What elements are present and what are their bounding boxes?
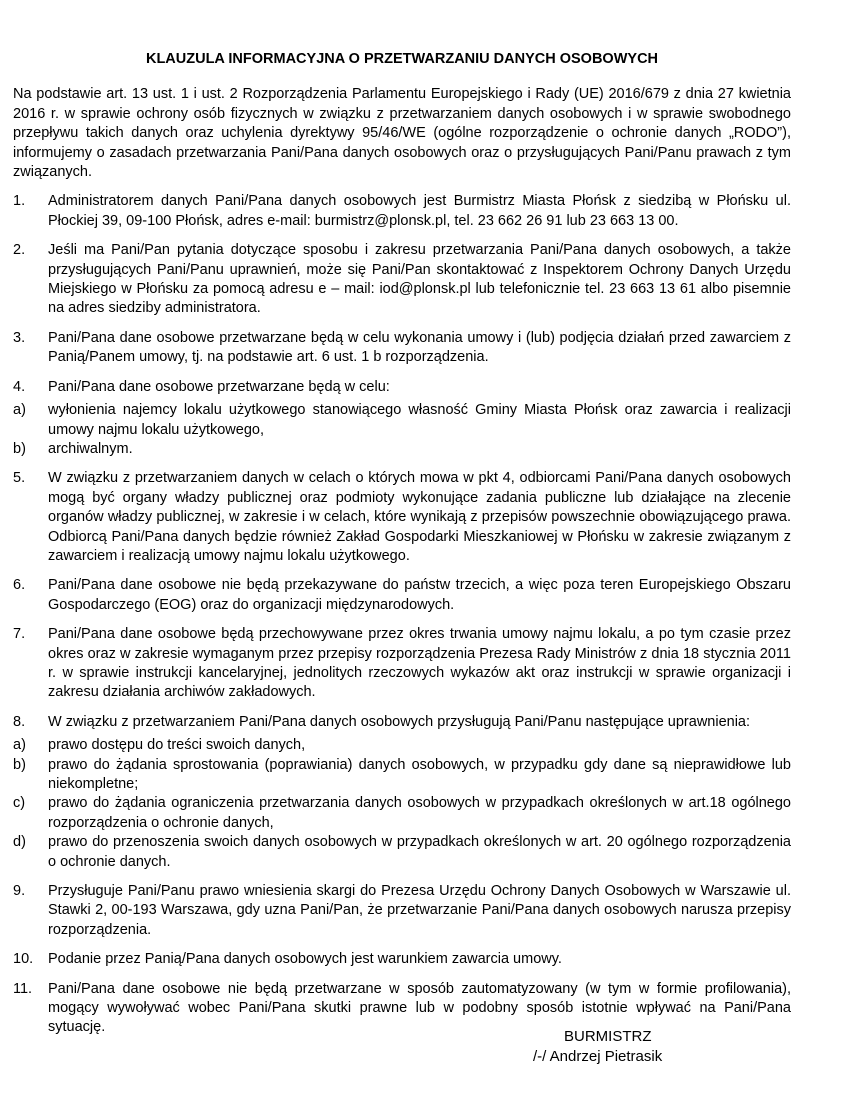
list-item-1 bbox=[13, 192, 791, 231]
list-item-9 bbox=[13, 882, 791, 940]
sub-marker: c) bbox=[13, 795, 26, 812]
list-marker: 6. bbox=[13, 577, 26, 594]
list-marker: 3. bbox=[13, 329, 26, 346]
list-item-text: Podanie przez Panią/Pana danych osobowych jest warunkiem zawarcia umowy. bbox=[48, 951, 562, 968]
sub-item-4b bbox=[13, 440, 791, 459]
list-item-text: Jeśli ma Pani/Pan pytania dotyczące sposobu i zakresu przetwarzania Pani/Pana danych osobowych, a także przysługujących Pani/Panu uprawnień, może się Pani/Pan skontaktować z Inspektorem Ochrony Danych Urzędu Miejskiego w Płońsku za pomocą adresu e – mail: iod@plonsk.pl lub telefonicznie tel. 23 663 13 61 albo pisemnie na adres siedziby administratora. bbox=[48, 242, 791, 317]
sub-item-8b bbox=[13, 756, 791, 795]
sub-marker: a) bbox=[13, 402, 26, 419]
list-item-2 bbox=[13, 241, 791, 319]
list-item-text: Pani/Pana dane osobowe nie będą przetwarzane w sposób zautomatyzowany (w tym w formie profilowania), mogący wywoływać wobec Pani/Pana skutki prawne lub w podobny sposób istotnie wpływać na Pani/Pana sytuację. bbox=[48, 980, 791, 1036]
sub-marker: b) bbox=[13, 756, 26, 773]
list-marker: 4. bbox=[13, 378, 26, 395]
sub-item-text: prawo do żądania sprostowania (poprawiania) danych osobowych, w przypadku gdy dane są nieprawidłowe lub niekompletne; bbox=[48, 756, 791, 792]
list-item-6 bbox=[13, 576, 791, 615]
list-item-text: Pani/Pana dane osobowe nie będą przekazywane do państw trzecich, a więc poza teren Europejskiego Obszaru Gospodarczego (EOG) oraz do organizacji międzynarodowych. bbox=[48, 577, 791, 613]
list-marker: 2. bbox=[13, 242, 26, 259]
list-item-text: W związku z przetwarzaniem Pani/Pana danych osobowych przysługują Pani/Panu następujące uprawnienia: bbox=[48, 713, 751, 730]
sub-item-8c bbox=[13, 794, 791, 833]
sub-marker: d) bbox=[13, 834, 26, 851]
document-title: KLAUZULA INFORMACYJNA O PRZETWARZANIU DANYCH OSOBOWYCH bbox=[145, 51, 659, 67]
list-item-text: Pani/Pana dane osobowe przetwarzane będą w celu wykonania umowy i (lub) podjęcia działań przed zawarciem z Panią/Panem umowy, tj. na podstawie art. 6 ust. 1 b rozporządzenia. bbox=[48, 329, 791, 366]
list-item-text: Pani/Pana dane osobowe będą przechowywane przez okres trwania umowy najmu lokalu, a po tym czasie przez okres oraz w zakresie wymaganym przez przepisy rozporządzenia Prezesa Rady Ministrów z dnia 18 stycznia 2011 r. w sprawie instrukcji kancelaryjnej, jednolitych rzeczowych wykazów akt oraz instrukcji w sprawie organizacji i zakresu działania archiwów zakładowych. bbox=[48, 626, 791, 701]
signature-name: /-/ Andrzej Pietrasik bbox=[533, 1048, 663, 1065]
intro-paragraph: Na podstawie art. 13 ust. 1 i ust. 2 Rozporządzenia Parlamentu Europejskiego i Rady (UE) 2016/679 z dnia 27 kwietnia 2016 r. w sprawie ochrony osób fizycznych w związku z przetwarzaniem danych osobowych i w sprawie swobodnego przepływu takich danych oraz uchylenia dyrektywy 95/46/WE (ogólne rozporządzenie o ochronie danych „RODO”), informujemy o zasadach przetwarzania Pani/Pana danych osobowych oraz o przysługujących Pani/Panu prawach z tym związanych. bbox=[13, 86, 791, 181]
sub-item-text: archiwalnym. bbox=[48, 440, 133, 457]
sub-marker: b) bbox=[13, 440, 26, 457]
list-item-text: Pani/Pana dane osobowe przetwarzane będą w celu: bbox=[48, 378, 390, 395]
list-item-5 bbox=[13, 469, 791, 566]
list-item-text: Administratorem danych Pani/Pana danych osobowych jest Burmistrz Miasta Płońsk z siedzibą w Płońsku ul. Płockiej 39, 09-100 Płońsk, adres e-mail: burmistrz@plonsk.pl, tel. 23 662 26 91 lub 23 663 13 00. bbox=[48, 193, 791, 229]
list-marker: 10. bbox=[13, 951, 34, 968]
list-item-10 bbox=[13, 950, 791, 969]
signature-title: BURMISTRZ bbox=[564, 1028, 652, 1045]
sub-item-text: prawo dostępu do treści swoich danych, bbox=[48, 737, 306, 754]
sub-item-8d bbox=[13, 833, 791, 872]
list-item-text: W związku z przetwarzaniem danych w celach o których mowa w pkt 4, odbiorcami Pani/Pana danych osobowych mogą być organy władzy publicznej oraz podmioty wykonujące zadania publiczne lub działające na zlecenie organów władzy publicznej, w zakresie i w celach, które wynikają z przepisów powszechnie obowiązującego prawa. Odbiorcą Pani/Pana danych będzie również Zakład Gospodarki Mieszkaniowej w Płońsku w zakresie związanym z zawarciem i realizacją umowy najmu lokalu użytkowego. bbox=[48, 470, 791, 564]
list-item-7 bbox=[13, 625, 791, 703]
sub-item-8a bbox=[13, 736, 791, 755]
list-item-text: Przysługuje Pani/Panu prawo wniesienia skargi do Prezesa Urzędu Ochrony Danych Osobowych w Warszawie ul. Stawki 2, 00-193 Warszawa, gdy uzna Pani/Pan, że przetwarzanie Pani/Pana danych osobowych narusza przepisy rozporządzenia. bbox=[48, 883, 791, 938]
document-page bbox=[13, 44, 791, 1038]
list-marker: 9. bbox=[13, 883, 26, 900]
list-marker: 7. bbox=[13, 626, 26, 643]
list-item-3 bbox=[13, 329, 791, 368]
list-item-4 bbox=[13, 378, 791, 397]
list-marker: 1. bbox=[13, 193, 26, 210]
sub-item-text: wyłonienia najemcy lokalu użytkowego stanowiącego własność Gminy Miasta Płońsk oraz zawarcia i realizacji umowy najmu lokalu użytkowego, bbox=[48, 402, 791, 438]
list-item-8 bbox=[13, 713, 791, 732]
sub-item-text: prawo do przenoszenia swoich danych osobowych w przypadkach określonych w art. 20 ogólnego rozporządzenia o ochronie danych. bbox=[48, 834, 791, 870]
list-marker: 11. bbox=[13, 980, 33, 997]
signature-block bbox=[533, 1027, 662, 1067]
list-item-11 bbox=[13, 980, 791, 1038]
sub-marker: a) bbox=[13, 737, 26, 754]
sub-item-4a bbox=[13, 401, 791, 440]
sub-item-text: prawo do żądania ograniczenia przetwarzania danych osobowych w przypadkach określonych w art.18 ogólnego rozporządzenia o ochronie danych, bbox=[48, 795, 791, 831]
list-marker: 5. bbox=[13, 470, 26, 487]
list-marker: 8. bbox=[13, 713, 26, 730]
